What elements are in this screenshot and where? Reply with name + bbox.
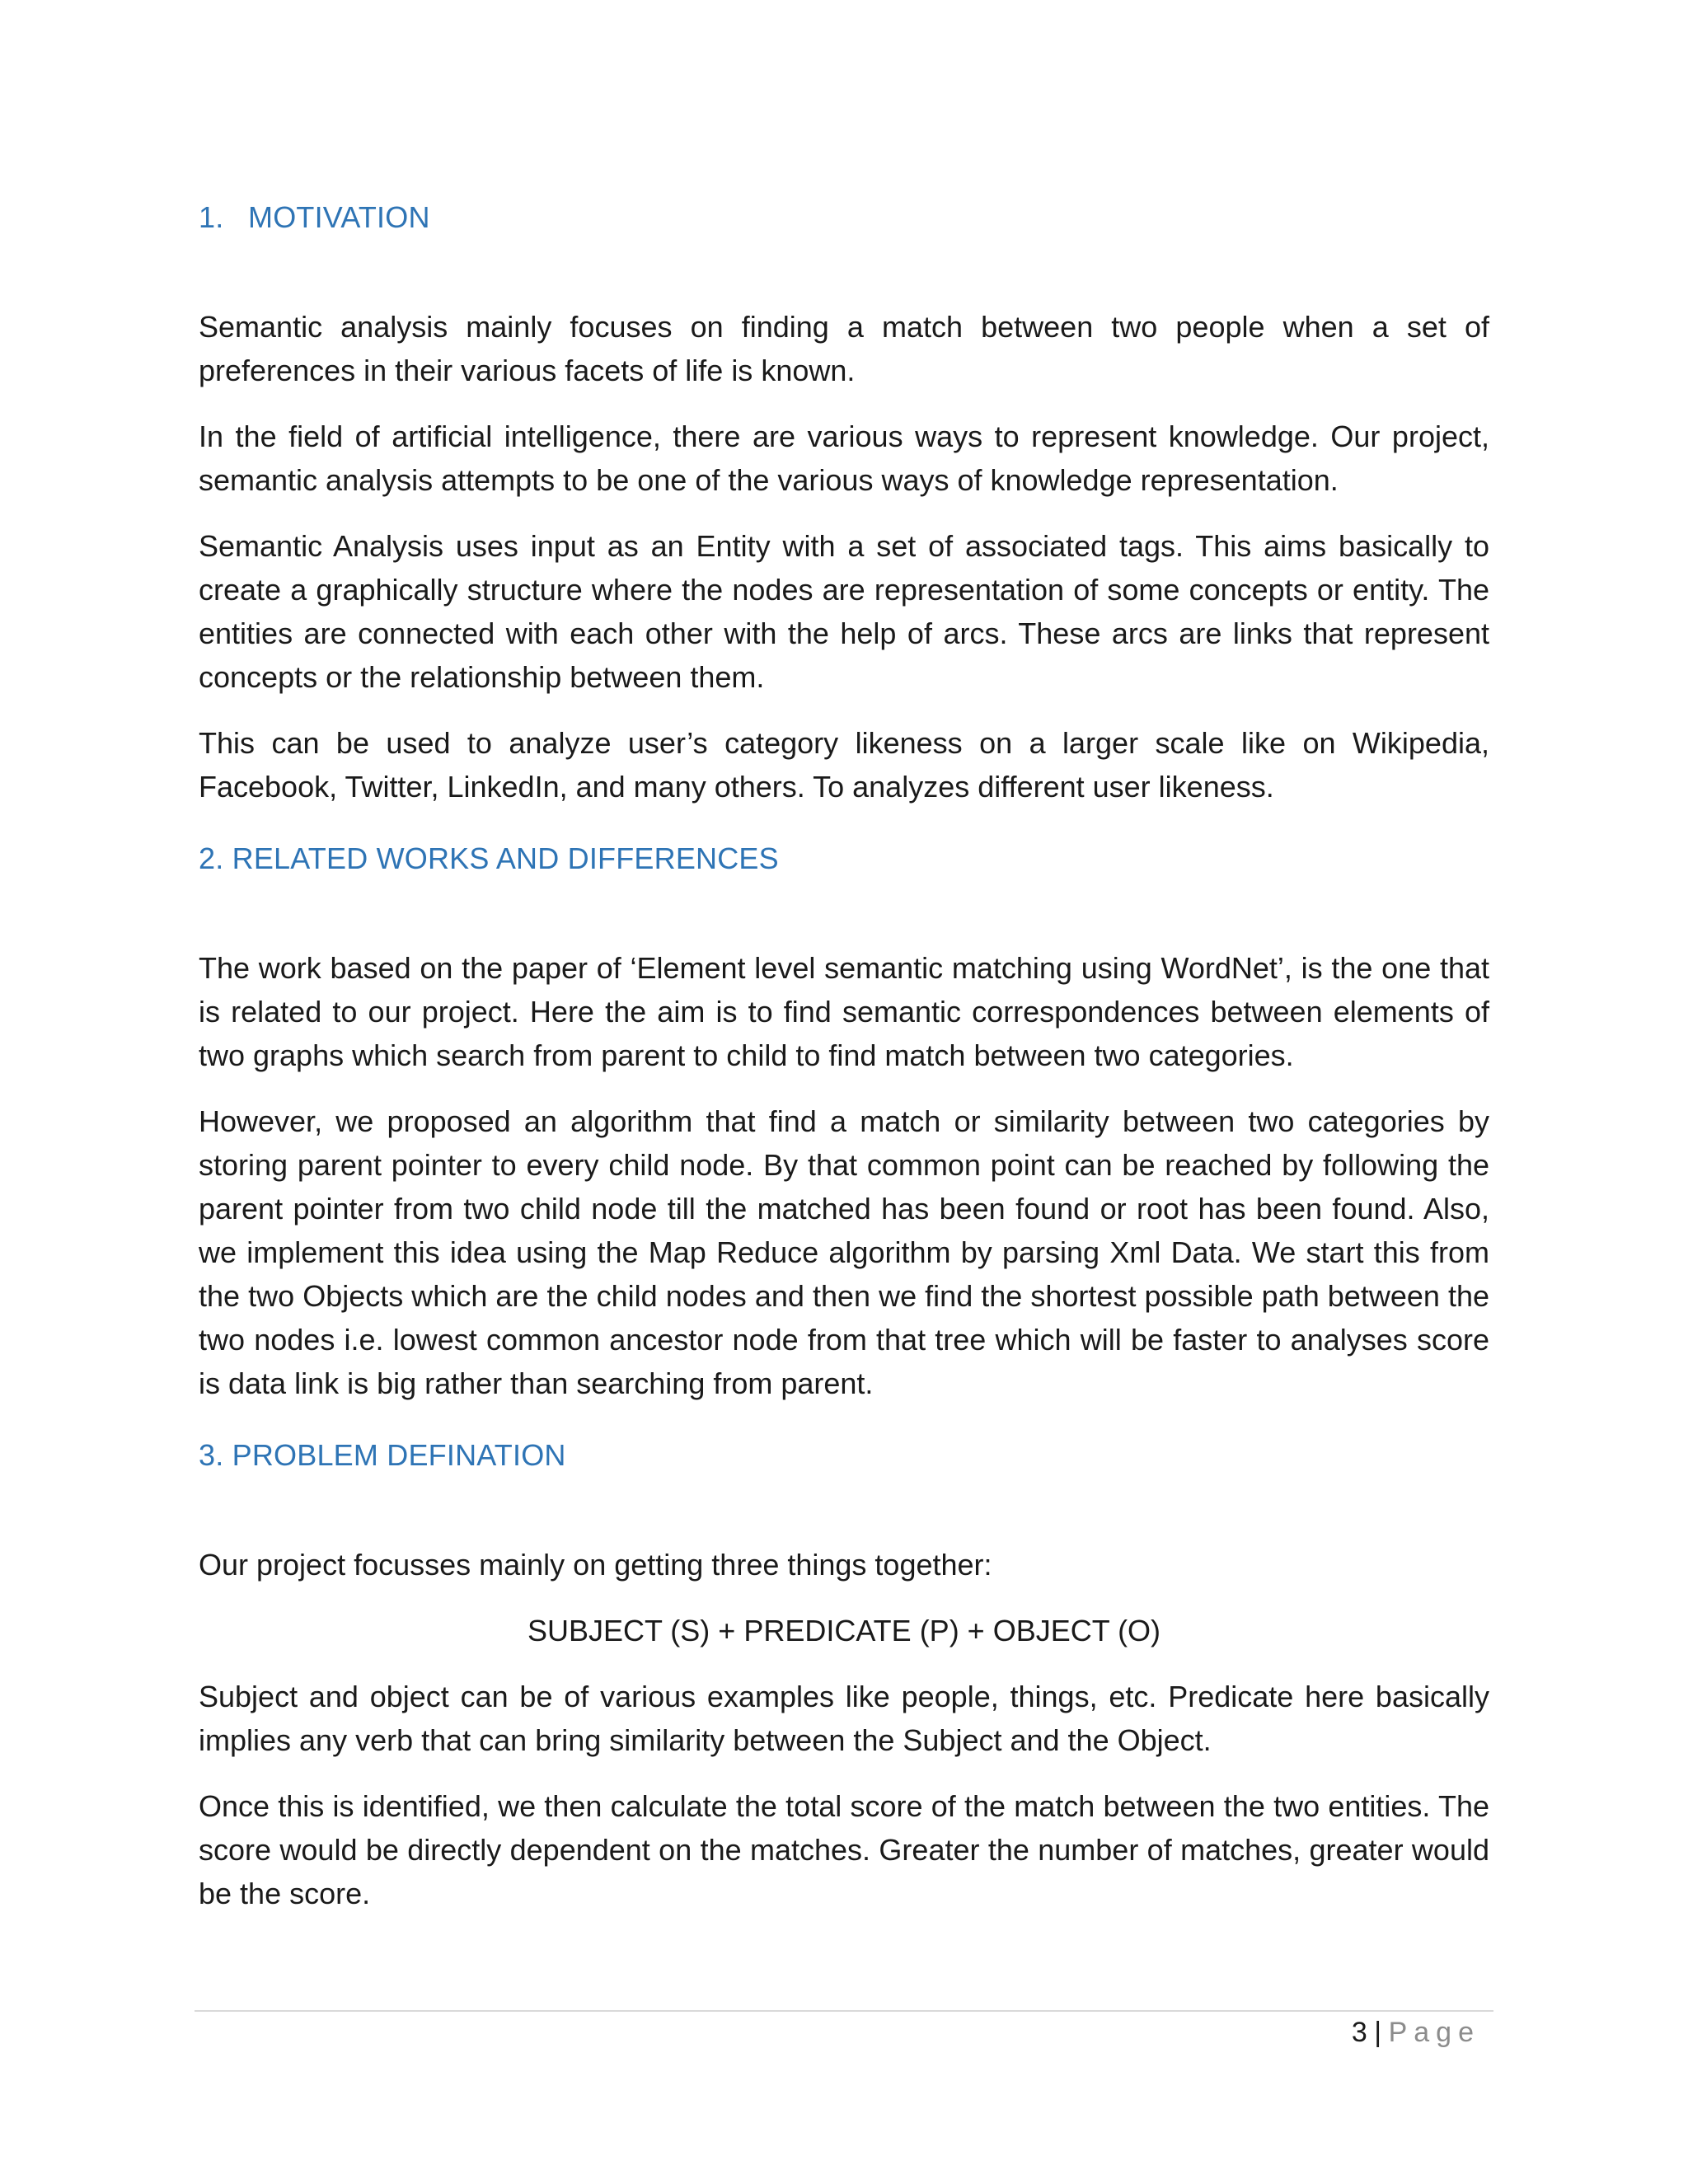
paragraph: In the field of artificial intelligence, there are various ways to represent knowledge. Our project, semantic analysis attempts to be one of the various ways of knowledge representation. [199, 419, 1489, 497]
section-number: 1. [199, 200, 224, 234]
footer-separator: | [1374, 2017, 1382, 2048]
formula: SUBJECT (S) + PREDICATE (P) + OBJECT (O) [527, 1614, 1161, 1647]
paragraph-intro: Our project focusses mainly on getting three things together: [199, 1548, 992, 1582]
page-number: 3 [1351, 2017, 1368, 2048]
spacer [199, 1475, 1489, 1543]
page-content [199, 198, 1489, 1938]
spacer [199, 831, 1489, 839]
paragraph: Once this is identified, we then calculate the total score of the match between the two entities. The score would be directly dependent on the matches. Greater the number of matches, greater would be the score. [199, 1789, 1489, 1910]
paragraph: Semantic Analysis uses input as an Entity with a set of associated tags. This aims basically to create a graphically structure where the nodes are representation of some concepts or entity. The entities are connected with each other with the help of arcs. These arcs are links that represent concepts or the relationship between them. [199, 529, 1489, 694]
footer-divider [195, 2010, 1493, 2012]
page-label: Page [1388, 2017, 1480, 2048]
section-title: MOTIVATION [248, 200, 430, 234]
paragraph: Semantic analysis mainly focuses on finding a match between two people when a set of preferences in their various facets of life is known. [199, 310, 1489, 387]
spacer [199, 237, 1489, 305]
spacer [199, 879, 1489, 946]
spacer [199, 1427, 1489, 1436]
section-heading-motivation [199, 198, 1489, 237]
paragraph: The work based on the paper of ‘Element level semantic matching using WordNet’, is the one that is related to our project. Here the aim is to find semantic correspondences between elements of two graphs which search from parent to child to find match between two categories. [199, 951, 1489, 1072]
section-heading-related-works: 2. RELATED WORKS AND DIFFERENCES [199, 841, 779, 875]
paragraph: Subject and object can be of various examples like people, things, etc. Predicate here basically implies any verb that can bring similarity between the Subject and the Object. [199, 1680, 1489, 1757]
page-footer [1352, 2013, 1480, 2052]
paragraph: However, we proposed an algorithm that find a match or similarity between two categories by storing parent pointer to every child node. By that common point can be reached by following the parent pointer from two child node till the matched has been found or root has been found. Also, we implement this idea using the Map Reduce algorithm by parsing Xml Data. We start this from the two Objects which are the child nodes and then we find the shortest possible path between the two nodes i.e. lowest common ancestor node from that tree which will be faster to analyses score is data link is big rather than searching from parent. [199, 1104, 1489, 1400]
paragraph: This can be used to analyze user’s category likeness on a larger scale like on Wikipedia, Facebook, Twitter, LinkedIn, and many others. To analyzes different user likeness. [199, 726, 1489, 804]
section-heading-problem-definition: 3. PROBLEM DEFINATION [199, 1438, 566, 1472]
